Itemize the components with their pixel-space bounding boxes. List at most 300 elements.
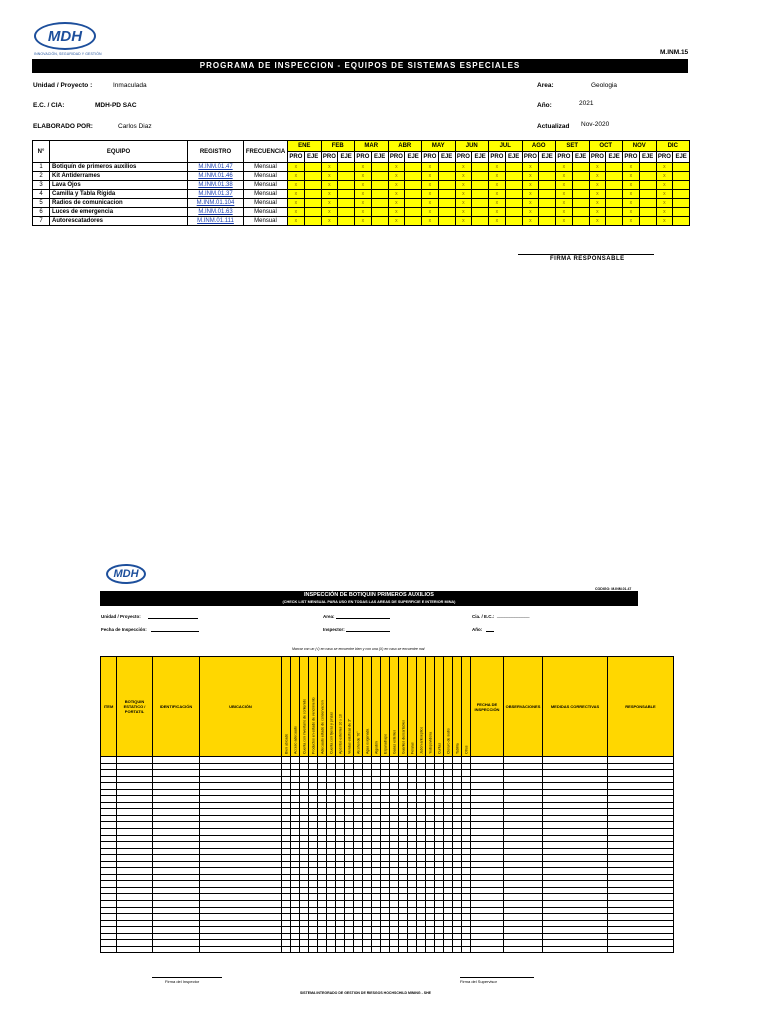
eje-cell[interactable] [539, 181, 556, 190]
eje-cell[interactable] [338, 208, 355, 217]
check-item-header: Apósitos estériles 10 x 10 [336, 657, 345, 757]
eje-cell[interactable] [371, 172, 388, 181]
registro-link[interactable]: M.INM.01.63 [188, 208, 244, 217]
fecha-field[interactable] [151, 626, 199, 632]
pro-mark[interactable]: x [589, 163, 606, 172]
program-row [33, 163, 690, 172]
eje-cell[interactable] [673, 199, 690, 208]
pro-mark[interactable]: x [589, 208, 606, 217]
check-item-header: Curitas [435, 657, 444, 757]
col-header-frecuencia: FRECUENCIA [244, 141, 288, 163]
checklist-cell[interactable] [354, 946, 363, 953]
eje-cell[interactable] [338, 199, 355, 208]
sub-header-eje: EJE [438, 152, 455, 163]
pro-mark[interactable]: x [455, 208, 472, 217]
chk-header-ubicacion: UBICACIÓN [200, 657, 282, 757]
month-header: MAR [355, 141, 389, 152]
pro-mark[interactable]: x [455, 181, 472, 190]
sub-header-eje: EJE [673, 152, 690, 163]
sub-header-pro: PRO [656, 152, 673, 163]
form-code: CODIGO: M.INM.01.47 [595, 587, 632, 591]
chk-header-observaciones: OBSERVACIONES [504, 657, 543, 757]
eje-cell[interactable] [405, 181, 422, 190]
eje-cell[interactable] [304, 181, 321, 190]
eje-cell[interactable] [472, 163, 489, 172]
pro-mark[interactable]: x [455, 199, 472, 208]
pro-mark[interactable]: x [623, 199, 640, 208]
month-header: JUL [489, 141, 523, 152]
row-number: 6 [33, 208, 50, 217]
area-label: Area: [537, 82, 554, 89]
pro-mark[interactable]: x [489, 217, 506, 226]
inspector-field[interactable] [346, 626, 390, 632]
eje-cell[interactable] [438, 190, 455, 199]
check-item-header: Cuenta con inventario de contenido [300, 657, 309, 757]
cia-label: Cia. / E.C.: [472, 614, 495, 619]
eje-cell[interactable] [572, 181, 589, 190]
eje-cell[interactable] [472, 172, 489, 181]
pro-mark[interactable]: x [522, 217, 539, 226]
pro-mark[interactable]: x [656, 217, 673, 226]
program-row [33, 190, 690, 199]
eje-cell[interactable] [572, 199, 589, 208]
equipo-name: Camilla y Tabla Rígida [50, 190, 188, 199]
pro-mark[interactable]: x [321, 172, 338, 181]
pro-mark[interactable]: x [522, 199, 539, 208]
checklist-cell[interactable] [390, 946, 399, 953]
form-title: INSPECCIÓN DE BOTIQUIN PRIMEROS AUXILIOS [304, 592, 434, 598]
eje-cell[interactable] [639, 181, 656, 190]
frecuencia: Mensual [244, 172, 288, 181]
check-item-header: Esparadrapo [381, 657, 390, 757]
pro-mark[interactable]: x [623, 208, 640, 217]
eje-cell[interactable] [405, 217, 422, 226]
firma-inspector: Firma del Inspector [165, 979, 200, 984]
sub-header-pro: PRO [455, 152, 472, 163]
check-item-header: Bien ubicado [282, 657, 291, 757]
registro-link[interactable]: M.INM.01.104 [188, 199, 244, 208]
eje-cell[interactable] [438, 181, 455, 190]
eje-cell[interactable] [606, 217, 623, 226]
pro-mark[interactable]: x [656, 199, 673, 208]
equipo-name: Botiquín de primeros auxilios [50, 163, 188, 172]
eje-cell[interactable] [539, 208, 556, 217]
check-item-header: Agua oxigenada [363, 657, 372, 757]
checklist-row [101, 946, 674, 953]
sub-header-eje: EJE [539, 152, 556, 163]
sub-header-pro: PRO [489, 152, 506, 163]
registro-link[interactable]: M.INM.01.47 [188, 163, 244, 172]
col-header-num: N° [33, 141, 50, 163]
pro-mark[interactable]: x [422, 181, 439, 190]
frecuencia: Mensual [244, 190, 288, 199]
checklist-cell[interactable] [372, 946, 381, 953]
eje-cell[interactable] [371, 190, 388, 199]
pro-mark[interactable]: x [288, 217, 305, 226]
pro-mark[interactable]: x [288, 190, 305, 199]
eje-cell[interactable] [304, 199, 321, 208]
registro-link[interactable]: M.INM.01.37 [188, 190, 244, 199]
pro-mark[interactable]: x [388, 163, 405, 172]
pro-mark[interactable]: x [589, 217, 606, 226]
eje-cell[interactable] [371, 181, 388, 190]
ec-value: MDH-PD SAC [95, 102, 137, 109]
firma-supervisor: Firma del Supervisor [460, 979, 497, 984]
row-number: 2 [33, 172, 50, 181]
pro-mark[interactable]: x [355, 163, 372, 172]
check-item-header: Productos en estado de vencimiento [309, 657, 318, 757]
checklist-cell[interactable] [318, 946, 327, 953]
actualizado-label: Actualizad [537, 123, 570, 130]
pro-mark[interactable]: x [288, 181, 305, 190]
month-header: NOV [623, 141, 657, 152]
pro-mark[interactable]: x [489, 181, 506, 190]
pro-mark[interactable]: x [355, 217, 372, 226]
eje-cell[interactable] [673, 172, 690, 181]
pro-mark[interactable]: x [355, 172, 372, 181]
checklist-cell[interactable] [117, 946, 153, 953]
pro-mark[interactable]: x [321, 190, 338, 199]
equipo-name: Luces de emergencia [50, 208, 188, 217]
eje-cell[interactable] [505, 172, 522, 181]
checklist-cell[interactable] [291, 946, 300, 953]
pro-mark[interactable]: x [656, 172, 673, 181]
eje-cell[interactable] [405, 199, 422, 208]
pro-mark[interactable]: x [522, 190, 539, 199]
pro-mark[interactable]: x [489, 190, 506, 199]
eje-cell[interactable] [438, 217, 455, 226]
checklist-cell[interactable] [444, 946, 453, 953]
eje-cell[interactable] [539, 163, 556, 172]
pro-mark[interactable]: x [422, 172, 439, 181]
eje-cell[interactable] [438, 172, 455, 181]
eje-cell[interactable] [304, 163, 321, 172]
sub-header-pro: PRO [522, 152, 539, 163]
pro-mark[interactable]: x [422, 163, 439, 172]
eje-cell[interactable] [405, 163, 422, 172]
sub-header-pro: PRO [623, 152, 640, 163]
pro-mark[interactable]: x [556, 199, 573, 208]
eje-cell[interactable] [673, 190, 690, 199]
pro-mark[interactable]: x [422, 208, 439, 217]
pro-mark[interactable]: x [556, 217, 573, 226]
pro-mark[interactable]: x [623, 217, 640, 226]
eje-cell[interactable] [606, 190, 623, 199]
eje-cell[interactable] [673, 181, 690, 190]
checklist-cell[interactable] [300, 946, 309, 953]
eje-cell[interactable] [438, 199, 455, 208]
pro-mark[interactable]: x [288, 199, 305, 208]
eje-cell[interactable] [539, 190, 556, 199]
eje-cell[interactable] [405, 190, 422, 199]
checklist-cell[interactable] [471, 946, 504, 953]
pro-mark[interactable]: x [288, 208, 305, 217]
pro-mark[interactable]: x [489, 199, 506, 208]
eje-cell[interactable] [338, 190, 355, 199]
eje-cell[interactable] [572, 163, 589, 172]
pro-mark[interactable]: x [623, 163, 640, 172]
checklist-cell[interactable] [504, 946, 543, 953]
checklist-cell[interactable] [543, 946, 608, 953]
pro-mark[interactable]: x [522, 181, 539, 190]
eje-cell[interactable] [371, 163, 388, 172]
inspector-signature-line [152, 977, 222, 978]
eje-cell[interactable] [338, 217, 355, 226]
checklist-cell[interactable] [345, 946, 354, 953]
pro-mark[interactable]: x [422, 190, 439, 199]
checklist-cell[interactable] [462, 946, 471, 953]
checklist-cell[interactable] [282, 946, 291, 953]
check-item-header: Cuenta con tijeras y pinzas [327, 657, 336, 757]
check-item-header: Férulas [408, 657, 417, 757]
checklist-cell[interactable] [426, 946, 435, 953]
row-number: 1 [33, 163, 50, 172]
pro-mark[interactable]: x [623, 181, 640, 190]
checklist-cell[interactable] [336, 946, 345, 953]
eje-cell[interactable] [304, 208, 321, 217]
unidad-label: Unidad / Proyecto : [33, 82, 93, 89]
registro-link[interactable]: M.INM.01.38 [188, 181, 244, 190]
pro-mark[interactable]: x [623, 190, 640, 199]
eje-cell[interactable] [606, 172, 623, 181]
pro-mark[interactable]: x [656, 181, 673, 190]
pro-mark[interactable]: x [388, 217, 405, 226]
cia-value[interactable]: _____________ [497, 613, 530, 618]
checklist-cell[interactable] [363, 946, 372, 953]
pro-mark[interactable]: x [589, 199, 606, 208]
pro-mark[interactable]: x [455, 190, 472, 199]
checklist-cell[interactable] [435, 946, 444, 953]
pro-mark[interactable]: x [388, 208, 405, 217]
eje-cell[interactable] [438, 208, 455, 217]
pro-mark[interactable]: x [388, 190, 405, 199]
eje-cell[interactable] [472, 190, 489, 199]
eje-cell[interactable] [505, 163, 522, 172]
eje-cell[interactable] [505, 199, 522, 208]
company-logo-small: MDH [106, 564, 146, 584]
pro-mark[interactable]: x [522, 208, 539, 217]
eje-cell[interactable] [606, 208, 623, 217]
checklist-cell[interactable] [408, 946, 417, 953]
program-row [33, 217, 690, 226]
pro-mark[interactable]: x [355, 190, 372, 199]
eje-cell[interactable] [371, 208, 388, 217]
pro-mark[interactable]: x [321, 181, 338, 190]
pro-mark[interactable]: x [522, 163, 539, 172]
eje-cell[interactable] [673, 163, 690, 172]
eje-cell[interactable] [338, 172, 355, 181]
pro-mark[interactable]: x [489, 163, 506, 172]
pro-mark[interactable]: x [656, 208, 673, 217]
anio-label-2: Año: [472, 627, 483, 632]
eje-cell[interactable] [438, 163, 455, 172]
eje-cell[interactable] [639, 217, 656, 226]
signature-line [518, 254, 654, 255]
pro-mark[interactable]: x [321, 199, 338, 208]
eje-cell[interactable] [338, 181, 355, 190]
unidad-label-2: Unidad / Proyecto: [101, 614, 141, 619]
pro-mark[interactable]: x [355, 181, 372, 190]
pro-mark[interactable]: x [489, 208, 506, 217]
row-number: 5 [33, 199, 50, 208]
checklist-cell[interactable] [101, 946, 117, 953]
frecuencia: Mensual [244, 208, 288, 217]
inspector-label: Inspector: [323, 627, 345, 632]
eje-cell[interactable] [405, 172, 422, 181]
eje-cell[interactable] [371, 199, 388, 208]
checklist-cell[interactable] [399, 946, 408, 953]
chk-header-item: ITEM [101, 657, 117, 757]
eje-cell[interactable] [673, 208, 690, 217]
checklist-cell[interactable] [153, 946, 200, 953]
eje-cell[interactable] [304, 217, 321, 226]
checklist-cell[interactable] [381, 946, 390, 953]
eje-cell[interactable] [472, 208, 489, 217]
pro-mark[interactable]: x [556, 181, 573, 190]
pro-mark[interactable]: x [589, 190, 606, 199]
eje-cell[interactable] [639, 172, 656, 181]
pro-mark[interactable]: x [355, 208, 372, 217]
page-title: PROGRAMA DE INSPECCION - EQUIPOS DE SISTEMAS ESPECIALES [32, 59, 688, 73]
month-header: FEB [321, 141, 355, 152]
sub-header-eje: EJE [405, 152, 422, 163]
pro-mark[interactable]: x [623, 172, 640, 181]
chk-header-identificacion: IDENTIFICACIÓN [153, 657, 200, 757]
checklist-table [100, 656, 674, 953]
eje-cell[interactable] [505, 181, 522, 190]
pro-mark[interactable]: x [455, 217, 472, 226]
pro-mark[interactable]: x [288, 172, 305, 181]
eje-cell[interactable] [673, 217, 690, 226]
sub-header-eje: EJE [572, 152, 589, 163]
eje-cell[interactable] [572, 217, 589, 226]
pro-mark[interactable]: x [522, 172, 539, 181]
registro-link[interactable]: M.INM.01.46 [188, 172, 244, 181]
document-code: M.INM.15 [660, 49, 689, 56]
eje-cell[interactable] [606, 181, 623, 190]
equipo-name: Autorescatadores [50, 217, 188, 226]
eje-cell[interactable] [606, 199, 623, 208]
checklist-cell[interactable] [327, 946, 336, 953]
eje-cell[interactable] [539, 217, 556, 226]
eje-cell[interactable] [304, 172, 321, 181]
eje-cell[interactable] [472, 199, 489, 208]
sub-header-pro: PRO [422, 152, 439, 163]
pro-mark[interactable]: x [656, 190, 673, 199]
pro-mark[interactable]: x [455, 163, 472, 172]
unidad-field[interactable] [148, 613, 198, 619]
checklist-cell[interactable] [309, 946, 318, 953]
equipo-name: Kit Antiderrames [50, 172, 188, 181]
eje-cell[interactable] [371, 217, 388, 226]
form-title-bar [100, 591, 638, 606]
anio-value: 2021 [579, 100, 594, 107]
month-header: MAY [422, 141, 456, 152]
eje-cell[interactable] [606, 163, 623, 172]
eje-cell[interactable] [505, 208, 522, 217]
eje-cell[interactable] [572, 190, 589, 199]
supervisor-signature-line [460, 977, 534, 978]
pro-mark[interactable]: x [422, 217, 439, 226]
sub-header-pro: PRO [388, 152, 405, 163]
area-value: Geologia [591, 82, 618, 89]
check-item-header: Tablilla [453, 657, 462, 757]
eje-cell[interactable] [338, 163, 355, 172]
eje-cell[interactable] [472, 181, 489, 190]
month-header: ABR [388, 141, 422, 152]
checklist-cell[interactable] [417, 946, 426, 953]
firma-responsable: FIRMA RESPONSABLE [550, 256, 625, 262]
row-number: 4 [33, 190, 50, 199]
pro-mark[interactable]: x [589, 181, 606, 190]
checklist-cell[interactable] [608, 946, 674, 953]
sub-header-eje: EJE [338, 152, 355, 163]
sub-header-eje: EJE [606, 152, 623, 163]
chk-header-fecha: FECHA DE INSPECCIÓN [471, 657, 504, 757]
col-header-registro: REGISTRO [188, 141, 244, 163]
sub-header-eje: EJE [472, 152, 489, 163]
eje-cell[interactable] [505, 217, 522, 226]
pro-mark[interactable]: x [388, 172, 405, 181]
eje-cell[interactable] [639, 190, 656, 199]
area-field[interactable] [336, 613, 390, 619]
area-label-2: Area: [323, 614, 335, 619]
pro-mark[interactable]: x [556, 163, 573, 172]
eje-cell[interactable] [539, 199, 556, 208]
pro-mark[interactable]: x [388, 199, 405, 208]
eje-cell[interactable] [639, 163, 656, 172]
pro-mark[interactable]: x [556, 208, 573, 217]
eje-cell[interactable] [639, 208, 656, 217]
pro-mark[interactable]: x [422, 199, 439, 208]
pro-mark[interactable]: x [455, 172, 472, 181]
sub-header-pro: PRO [355, 152, 372, 163]
month-header: OCT [589, 141, 623, 152]
equipo-name: Lava Ojos [50, 181, 188, 190]
sub-header-eje: EJE [371, 152, 388, 163]
pro-mark[interactable]: x [388, 181, 405, 190]
anio-field[interactable] [486, 626, 494, 632]
eje-cell[interactable] [572, 208, 589, 217]
eje-cell[interactable] [405, 208, 422, 217]
pro-mark[interactable]: x [288, 163, 305, 172]
program-row [33, 172, 690, 181]
eje-cell[interactable] [505, 190, 522, 199]
pro-mark[interactable]: x [489, 172, 506, 181]
eje-cell[interactable] [304, 190, 321, 199]
checklist-cell[interactable] [453, 946, 462, 953]
pro-mark[interactable]: x [321, 208, 338, 217]
pro-mark[interactable]: x [321, 163, 338, 172]
eje-cell[interactable] [472, 217, 489, 226]
pro-mark[interactable]: x [321, 217, 338, 226]
eje-cell[interactable] [572, 172, 589, 181]
pro-mark[interactable]: x [355, 199, 372, 208]
pro-mark[interactable]: x [556, 172, 573, 181]
registro-link[interactable]: M.INM.01.111 [188, 217, 244, 226]
unidad-value: Inmaculada [113, 82, 147, 89]
pro-mark[interactable]: x [656, 163, 673, 172]
check-item-header: Cloruro de sodio [444, 657, 453, 757]
pro-mark[interactable]: x [589, 172, 606, 181]
pro-mark[interactable]: x [556, 190, 573, 199]
frecuencia: Mensual [244, 199, 288, 208]
chk-header-responsable: RESPONSABLE [608, 657, 674, 757]
eje-cell[interactable] [539, 172, 556, 181]
equipo-name: Radios de comunicacion [50, 199, 188, 208]
eje-cell[interactable] [639, 199, 656, 208]
checklist-cell[interactable] [200, 946, 282, 953]
